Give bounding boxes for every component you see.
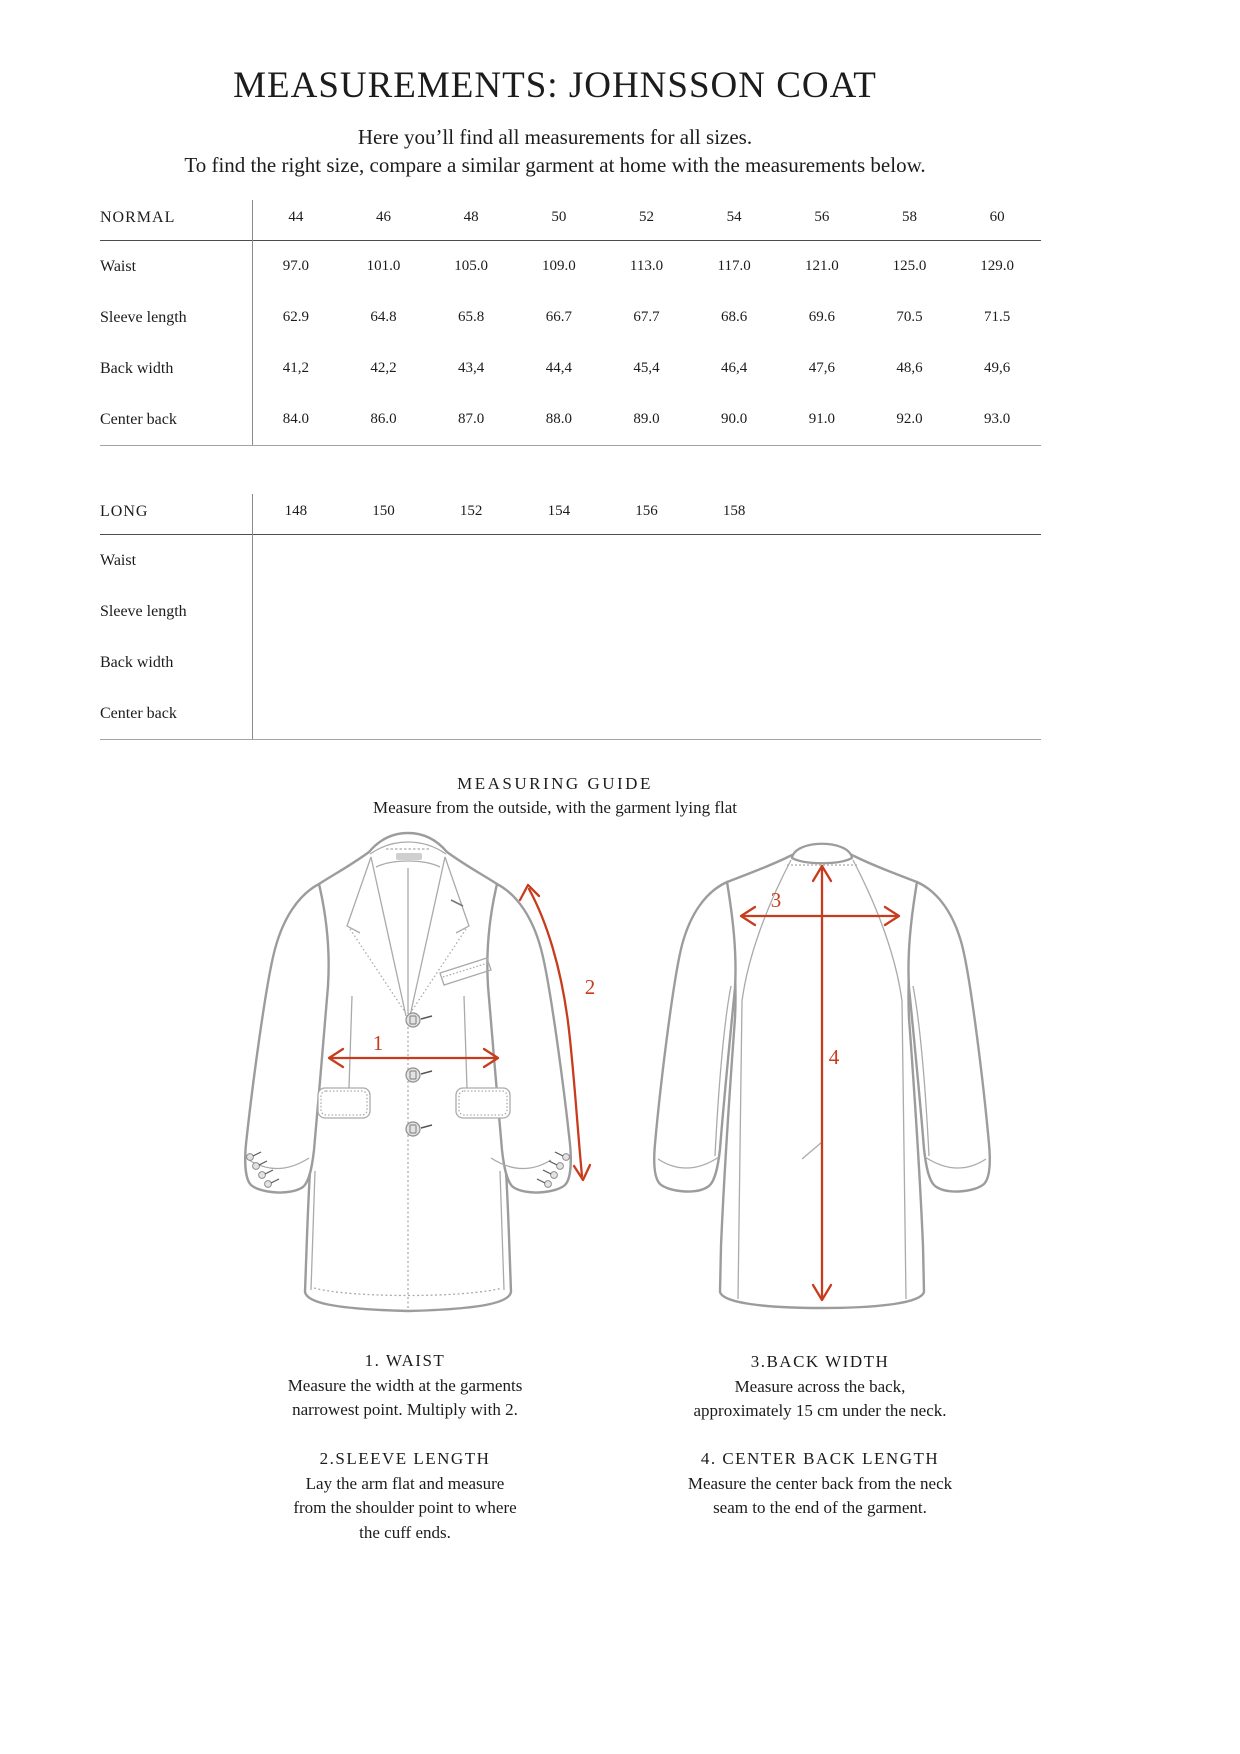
value-cell: 113.0 [629,258,664,274]
row-label: Back width [100,653,174,671]
size-column-header: 156 [635,503,658,519]
instruction-back-width [620,1350,1020,1424]
value-cell: 41,2 [282,360,309,376]
size-column-header: 58 [901,209,917,225]
size-table-long [100,489,1041,740]
value-cell: 46,4 [721,360,748,376]
value-cell: 49,6 [984,360,1011,376]
table-row [100,637,1041,688]
table-row [100,241,1041,292]
value-cell: 71.5 [984,309,1011,325]
coat-back-illustration [645,826,1000,1310]
table-header-row [100,489,1041,535]
size-column-header: 50 [551,209,567,225]
value-cell: 129.0 [980,258,1015,274]
value-cell: 65.8 [458,309,485,325]
table-column-divider [252,200,253,445]
value-cell: 84.0 [282,411,309,427]
value-cell: 125.0 [892,258,927,274]
value-cell: 44,4 [545,360,572,376]
size-column-header: 158 [722,503,746,519]
table-row [100,292,1041,343]
value-cell: 69.6 [808,309,835,325]
value-cell: 105.0 [454,258,489,274]
instruction-line: seam to the end of the garment. [713,1498,927,1517]
measuring-guide-title: MEASURING GUIDE [457,774,653,793]
size-column-header: 46 [375,209,391,225]
instruction-line: narrowest point. Multiply with 2. [292,1400,518,1419]
value-cell: 70.5 [896,309,923,325]
size-column-header: 154 [547,503,571,519]
instruction-line: Measure the center back from the neck [687,1473,953,1493]
arrow-label-2: 2 [584,975,596,999]
size-table-normal [100,195,1041,446]
page-title: MEASUREMENTS: JOHNSSON COAT [233,65,877,106]
row-label: Back width [100,359,174,377]
instruction-heading: 1. WAIST [364,1351,446,1370]
value-cell: 91.0 [808,411,835,427]
measuring-guide-subtitle: Measure from the outside, with the garment lying flat [373,798,737,817]
arrow-label-1: 1 [372,1031,384,1055]
table-column-divider [252,494,253,739]
value-cell: 88.0 [545,411,572,427]
table-label: LONG [100,502,149,520]
size-column-header: 148 [284,503,308,519]
coat-front-illustration [200,826,600,1318]
table-row [100,586,1041,637]
instruction-heading: 3.BACK WIDTH [750,1352,890,1371]
value-cell: 62.9 [282,309,309,325]
table-row [100,394,1041,445]
table-body [100,535,1041,739]
value-cell: 97.0 [282,258,309,274]
instruction-line: approximately 15 cm under the neck. [693,1401,947,1420]
size-column-header: 56 [814,209,830,225]
value-cell: 86.0 [370,411,397,427]
value-cell: 93.0 [984,411,1011,427]
value-cell: 92.0 [896,411,923,427]
value-cell: 121.0 [804,258,839,274]
instruction-sleeve-length [205,1447,605,1545]
arrow-label-3: 3 [770,888,782,912]
value-cell: 90.0 [721,411,748,427]
value-cell: 109.0 [541,258,576,274]
size-column-header: 52 [638,209,654,225]
instruction-line: from the shoulder point to where [293,1498,517,1517]
value-cell: 45,4 [633,360,660,376]
table-header-row [100,195,1041,241]
table-body [100,241,1041,445]
size-column-header: 60 [989,209,1005,225]
value-cell: 48,6 [896,360,923,376]
table-row [100,535,1041,586]
row-label: Waist [100,257,137,275]
value-cell: 101.0 [366,258,401,274]
size-column-header: 44 [288,209,304,225]
value-cell: 87.0 [458,411,485,427]
instruction-line: Lay the arm flat and measure [305,1473,505,1493]
subtitle-line-1: Here you’ll find all measurements for all sizes. [357,125,753,149]
row-label: Waist [100,551,137,569]
value-cell: 64.8 [370,309,397,325]
size-column-header: 150 [372,503,395,519]
instruction-line: Measure the width at the garments [287,1375,523,1395]
coat-back-collar [792,844,852,864]
size-column-header: 152 [459,503,483,519]
instruction-line: Measure across the back, [734,1376,906,1396]
row-label: Sleeve length [100,602,187,620]
instruction-heading: 4. CENTER BACK LENGTH [700,1449,940,1468]
table-label: NORMAL [100,208,176,226]
row-label: Center back [100,704,177,722]
size-column-header: 48 [463,209,479,225]
table-row [100,343,1041,394]
value-cell: 43,4 [458,360,485,376]
row-label: Sleeve length [100,308,187,326]
row-label: Center back [100,410,177,428]
instruction-waist [205,1349,605,1423]
arrow-label-4: 4 [828,1045,840,1069]
table-row [100,688,1041,739]
value-cell: 67.7 [633,309,660,325]
value-cell: 117.0 [717,258,751,274]
value-cell: 47,6 [808,360,835,376]
subtitle-line-2: To find the right size, compare a similar garment at home with the measurements below. [184,153,926,177]
instruction-center-back [620,1447,1020,1521]
size-column-header: 54 [726,209,742,225]
value-cell: 68.6 [721,309,748,325]
value-cell: 89.0 [633,411,660,427]
instruction-heading: 2.SLEEVE LENGTH [319,1449,491,1468]
instruction-line: the cuff ends. [359,1522,451,1542]
value-cell: 66.7 [545,309,572,325]
value-cell: 42,2 [370,360,397,376]
